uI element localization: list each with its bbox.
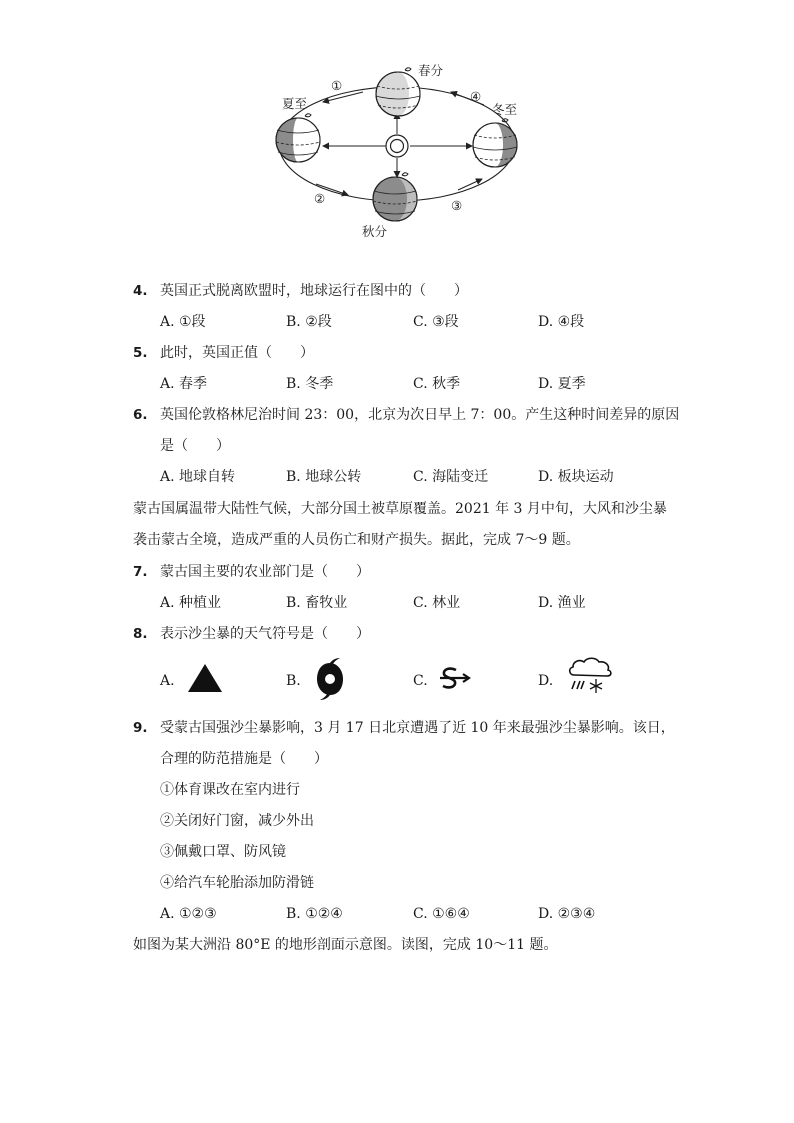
passage1-line2: 袭击蒙古全境，造成严重的人员伤亡和财产损失。据此，完成 7～9 题。: [133, 532, 580, 548]
label-winter: 冬至: [492, 102, 518, 117]
label-summer: 夏至: [282, 96, 308, 111]
q6-number: 6.: [133, 407, 148, 423]
q9-number: 9.: [133, 720, 148, 736]
q5-option-d[interactable]: D. 夏季: [538, 376, 586, 392]
q5-option-c[interactable]: C. 秋季: [413, 376, 461, 392]
q8-option-a[interactable]: A.: [160, 673, 175, 689]
q7-option-c[interactable]: C. 林业: [413, 595, 461, 611]
q7-option-a[interactable]: A. 种植业: [160, 595, 222, 611]
q6-option-d[interactable]: D. 板块运动: [538, 469, 614, 485]
typhoon-icon: [313, 657, 347, 701]
sandstorm-icon: [438, 666, 472, 692]
sun-icon: [386, 135, 408, 157]
triangle-icon: [186, 662, 224, 694]
q9-text-line2: 合理的防范措施是（ ）: [160, 751, 328, 767]
earth-orbit-diagram: [268, 58, 530, 244]
q5-number: 5.: [133, 345, 148, 361]
q6-text-line1: 英国伦敦格林尼治时间 23：00，北京为次日早上 7：00。产生这种时间差异的原因: [160, 407, 680, 423]
q6-text-line2: 是（ ）: [160, 438, 230, 454]
q4-option-b[interactable]: B. ②段: [286, 314, 332, 330]
label-seg3: ③: [451, 198, 463, 213]
q7-number: 7.: [133, 564, 148, 580]
q4-text: 英国正式脱离欧盟时，地球运行在图中的（ ）: [160, 283, 468, 299]
q7-option-b[interactable]: B. 畜牧业: [286, 595, 348, 611]
q5-text: 此时，英国正值（ ）: [160, 345, 314, 361]
q9-option-d[interactable]: D. ②③④: [538, 906, 596, 922]
q6-option-b[interactable]: B. 地球公转: [286, 469, 362, 485]
q9-item-text: ②关闭好门窗，减少外出: [160, 813, 314, 829]
label-spring: 春分: [418, 63, 444, 78]
q8-text: 表示沙尘暴的天气符号是（ ）: [160, 626, 370, 642]
earth-autumn-icon: [373, 173, 417, 221]
q6-option-a[interactable]: A. 地球自转: [160, 469, 236, 485]
q5-option-b[interactable]: B. 冬季: [286, 376, 334, 392]
label-seg4: ④: [470, 89, 482, 104]
q9-option-b[interactable]: B. ①②④: [286, 906, 343, 922]
q5-option-a[interactable]: A. 春季: [160, 376, 208, 392]
q4-number: 4.: [133, 283, 148, 299]
q7-option-d[interactable]: D. 渔业: [538, 595, 586, 611]
earth-spring-icon: [376, 68, 420, 116]
q9-item-text: ④给汽车轮胎添加防滑链: [160, 875, 314, 891]
q9-option-c[interactable]: C. ①⑥④: [413, 906, 470, 922]
q8-option-c[interactable]: C.: [413, 673, 428, 689]
q9-option-a[interactable]: A. ①②③: [160, 906, 217, 922]
label-seg2: ②: [314, 191, 326, 206]
q8-option-b[interactable]: B.: [286, 673, 301, 689]
q9-item-text: ①体育课改在室内进行: [160, 782, 300, 798]
q7-text: 蒙古国主要的农业部门是（ ）: [160, 564, 370, 580]
q8-option-d[interactable]: D.: [538, 673, 554, 689]
label-autumn: 秋分: [362, 224, 388, 239]
q4-option-d[interactable]: D. ④段: [538, 314, 585, 330]
q9-text-line1: 受蒙古国强沙尘暴影响，3 月 17 日北京遭遇了近 10 年来最强沙尘暴影响。该日，: [160, 720, 675, 736]
q4-option-c[interactable]: C. ③段: [413, 314, 459, 330]
q9-item-text: ③佩戴口罩、防风镜: [160, 844, 286, 860]
q6-option-c[interactable]: C. 海陆变迁: [413, 469, 489, 485]
label-seg1: ①: [331, 78, 343, 93]
q4-option-a[interactable]: A. ①段: [160, 314, 206, 330]
earth-summer-icon: [276, 114, 320, 162]
sleet-icon: [566, 655, 616, 695]
q8-number: 8.: [133, 626, 148, 642]
passage1-line1: 蒙古国属温带大陆性气候，大部分国土被草原覆盖。2021 年 3 月中旬，大风和沙尘暴: [133, 501, 667, 517]
earth-winter-icon: [473, 119, 517, 167]
passage2-line1: 如图为某大洲沿 80°E 的地形剖面示意图。读图，完成 10～11 题。: [133, 937, 558, 953]
